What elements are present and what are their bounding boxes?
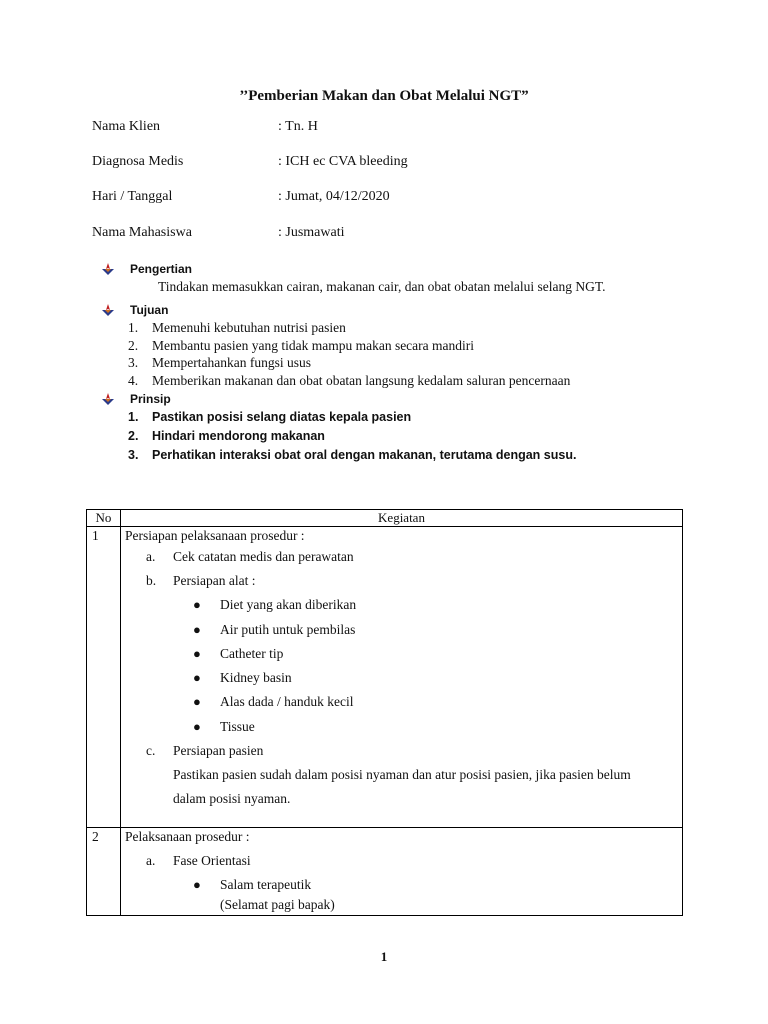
row-content [121, 527, 683, 828]
list-item: Fase Orientasi [173, 853, 251, 868]
info-label-tanggal: Hari / Tanggal [92, 189, 173, 204]
list-letter: a. [146, 549, 156, 564]
header-kegiatan: Kegiatan [121, 510, 683, 527]
row-title: Persiapan pelaksanaan prosedur : [125, 528, 305, 543]
list-number: 3. [128, 448, 139, 462]
arrow-bullet-icon [102, 304, 114, 316]
dot-icon: ● [193, 670, 201, 685]
section-heading-pengertian: Pengertian [130, 262, 193, 276]
info-label-mahasiswa: Nama Mahasiswa [92, 225, 192, 240]
tool-item: Air putih untuk pembilas [220, 622, 356, 637]
list-number: 4. [128, 373, 139, 388]
list-item: Cek catatan medis dan perawatan [173, 549, 354, 564]
tujuan-item: Memenuhi kebutuhan nutrisi pasien [152, 320, 346, 335]
tujuan-item: Memberikan makanan dan obat obatan langsung kedalam saluran pencernaan [152, 373, 571, 388]
table-header-row [87, 510, 683, 527]
tool-item: Tissue [220, 719, 255, 734]
dot-icon: ● [193, 877, 201, 892]
list-number: 1. [128, 320, 139, 335]
info-value-mahasiswa: : Jusmawati [278, 225, 345, 240]
info-label-nama-klien: Nama Klien [92, 119, 161, 134]
row-title: Pelaksanaan prosedur : [125, 829, 250, 844]
table-row [87, 828, 683, 916]
list-item: Persiapan alat : [173, 573, 256, 588]
paragraph-line: dalam posisi nyaman. [173, 791, 291, 806]
document-title: ’’Pemberian Makan dan Obat Melalui NGT” [239, 88, 529, 104]
list-letter: b. [146, 573, 157, 588]
tujuan-item: Mempertahankan fungsi usus [152, 355, 311, 370]
list-number: 2. [128, 338, 139, 353]
info-label-diagnosa: Diagnosa Medis [92, 154, 184, 169]
dot-icon: ● [193, 622, 201, 637]
arrow-bullet-icon [102, 263, 114, 275]
list-number: 1. [128, 410, 139, 424]
kegiatan-table [86, 509, 683, 916]
table-row [87, 527, 683, 828]
info-value-nama-klien: : Tn. H [278, 119, 318, 134]
list-item-sub: (Selamat pagi bapak) [220, 897, 335, 912]
prinsip-item: Hindari mendorong makanan [152, 429, 325, 443]
list-letter: c. [146, 743, 156, 758]
tool-item: Catheter tip [220, 646, 284, 661]
dot-icon: ● [193, 719, 201, 734]
dot-icon: ● [193, 694, 201, 709]
dot-icon: ● [193, 597, 201, 612]
section-heading-tujuan: Tujuan [130, 303, 169, 317]
prinsip-item: Pastikan posisi selang diatas kepala pasien [152, 410, 412, 424]
list-number: 3. [128, 355, 139, 370]
info-value-tanggal: : Jumat, 04/12/2020 [278, 189, 390, 204]
prinsip-item: Perhatikan interaksi obat oral dengan makanan, terutama dengan susu. [152, 448, 577, 462]
list-item: Salam terapeutik [220, 877, 312, 892]
row-content [121, 828, 683, 916]
page-number: 1 [380, 949, 388, 964]
paragraph-line: Pastikan pasien sudah dalam posisi nyaman dan atur posisi pasien, jika pasien belum [173, 767, 631, 782]
row-number: 1 [87, 527, 121, 828]
dot-icon: ● [193, 646, 201, 661]
row-number: 2 [87, 828, 121, 916]
info-value-diagnosa: : ICH ec CVA bleeding [278, 154, 408, 169]
tujuan-item: Membantu pasien yang tidak mampu makan secara mandiri [152, 338, 475, 353]
tool-item: Kidney basin [220, 670, 292, 685]
list-letter: a. [146, 853, 156, 868]
section-heading-prinsip: Prinsip [130, 392, 171, 406]
pengertian-text: Tindakan memasukkan cairan, makanan cair, dan obat obatan melalui selang NGT. [158, 279, 606, 294]
tool-item: Alas dada / handuk kecil [220, 694, 354, 709]
list-item: Persiapan pasien [173, 743, 264, 758]
tool-item: Diet yang akan diberikan [220, 597, 357, 612]
arrow-bullet-icon [102, 393, 114, 405]
list-number: 2. [128, 429, 139, 443]
header-no: No [87, 510, 121, 527]
